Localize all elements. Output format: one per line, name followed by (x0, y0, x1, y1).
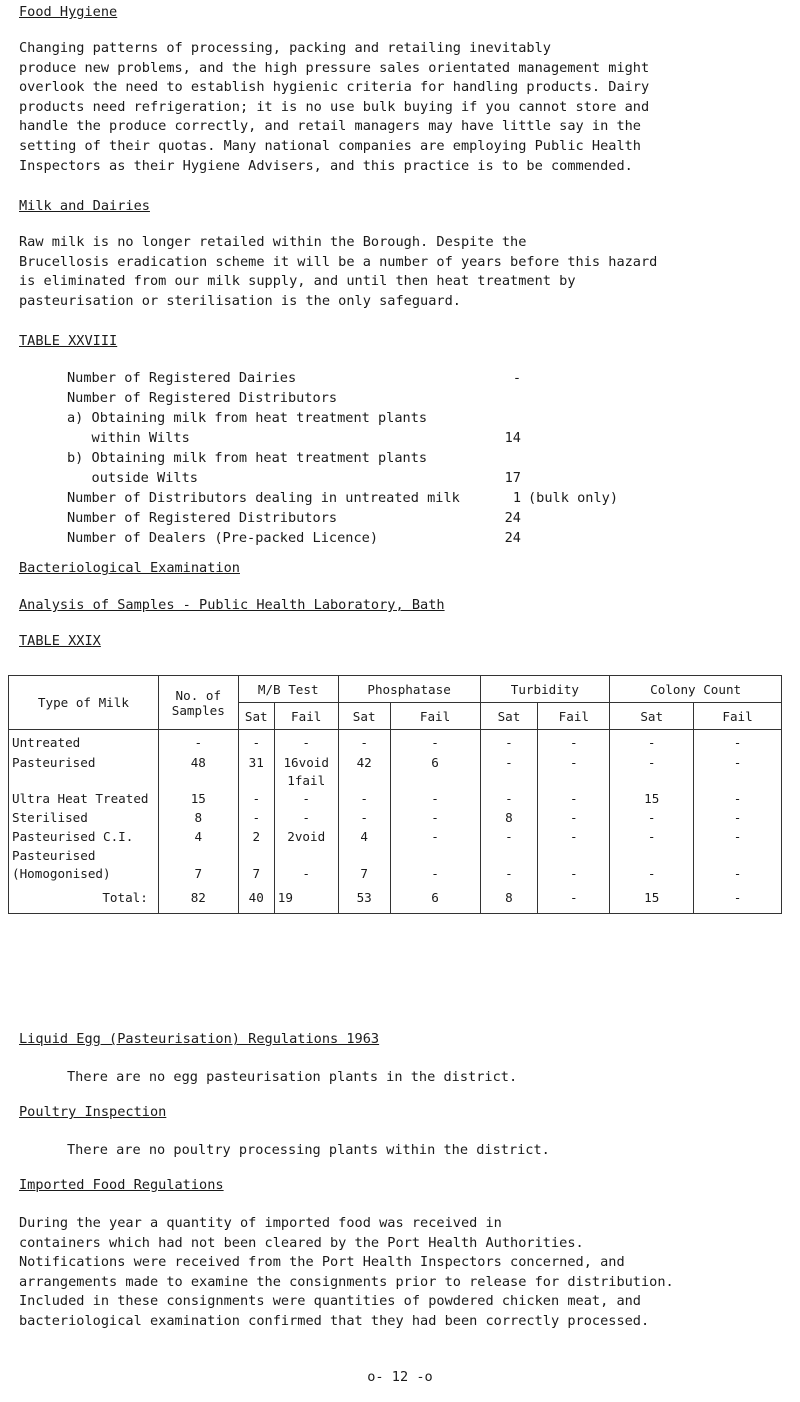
cell-type: Untreated (9, 730, 159, 754)
cell: - (238, 730, 274, 754)
cell: - (694, 809, 782, 828)
cell: - (610, 730, 694, 754)
table-28-row-label: b) Obtaining milk from heat treatment plants (67, 450, 428, 466)
col-type-of-milk: Type of Milk (9, 676, 159, 730)
poultry-heading: Poultry Inspection (19, 1104, 167, 1120)
bacteriological-heading: Bacteriological Examination (19, 560, 240, 576)
cell: - (158, 730, 238, 754)
table-28-row-label: within Wilts (67, 430, 190, 446)
cell: 53 (338, 883, 390, 914)
table-row (9, 809, 782, 828)
cell: - (538, 828, 610, 847)
cell: 7 (158, 847, 238, 883)
col-fail: Fail (538, 703, 610, 730)
table-28-row-value: 24 (504, 510, 521, 526)
cell: - (480, 790, 538, 809)
cell: - (694, 730, 782, 754)
cell: 7 (338, 847, 390, 883)
cell: 48 (158, 754, 238, 790)
cell: - (390, 790, 480, 809)
table-row (9, 847, 782, 883)
table-28-row-label: outside Wilts (67, 470, 198, 486)
cell: - (694, 828, 782, 847)
table-row (9, 754, 782, 790)
table-28-row-label: Number of Distributors dealing in untreated milk (67, 490, 460, 506)
cell: - (538, 847, 610, 883)
table-28-row-note: (bulk only) (528, 490, 619, 506)
cell: - (694, 754, 782, 790)
table-28-heading: TABLE XXVIII (19, 333, 118, 349)
cell: - (390, 730, 480, 754)
cell: 15 (610, 790, 694, 809)
cell: 31 (238, 754, 274, 790)
cell: - (538, 730, 610, 754)
milk-dairies-paragraph: Raw milk is no longer retailed within the Borough. Despite the Brucellosis eradication scheme it will be a number of years before this hazard is eliminated from our milk supply, and until then heat treatment by pasteurisation or sterilisation is the only safeguard. (19, 234, 658, 309)
liquid-egg-heading: Liquid Egg (Pasteurisation) Regulations 1963 (19, 1031, 380, 1047)
food-hygiene-paragraph: Changing patterns of processing, packing and retailing inevitably produce new problems, and the high pressure sales orientated management might overlook the need to establish hygienic criteria for handling products. Dairy products need refrigeration; it is no use bulk buying if you cannot store and handle the produce correctly, and retail managers may have little say in the setting of their quotas. Many national companies are employing Public Health Inspectors as their Hygiene Advisers, and this practice is to be commended. (19, 40, 650, 174)
cell: 6 (390, 754, 480, 790)
cell: - (238, 809, 274, 828)
cell: 6 (390, 883, 480, 914)
table-28-row-label: Number of Registered Distributors (67, 510, 338, 526)
table-28-row-value: - (512, 370, 521, 386)
cell-type: Pasteurised C.I. (9, 828, 159, 847)
cell: 82 (158, 883, 238, 914)
milk-dairies-heading: Milk and Dairies (19, 198, 150, 214)
food-hygiene-heading: Food Hygiene (19, 4, 118, 20)
cell-type: Ultra Heat Treated (9, 790, 159, 809)
imported-food-paragraph: During the year a quantity of imported food was received in containers which had not been cleared by the Port Health Authorities. Notifications were received from the Port Health Inspectors concerned, and arrangements made to examine the consignments prior to release for distribution. Included in these consignments were quantities of powdered chicken meat, and bacteriological examination confirmed that they had been correctly processed. (19, 1215, 674, 1329)
cell: 16void 1fail (274, 754, 338, 790)
cell: - (694, 847, 782, 883)
cell: - (274, 847, 338, 883)
liquid-egg-paragraph: There are no egg pasteurisation plants in the district. (67, 1069, 518, 1085)
cell: - (610, 754, 694, 790)
cell: 4 (158, 828, 238, 847)
table-28-row-value: 17 (504, 470, 521, 486)
table-28-row-label: Number of Registered Dairies (67, 370, 297, 386)
col-fail: Fail (390, 703, 480, 730)
total-label: Total: (9, 883, 159, 914)
cell: - (538, 883, 610, 914)
cell: - (538, 809, 610, 828)
cell: - (480, 754, 538, 790)
cell: - (338, 790, 390, 809)
cell: 42 (338, 754, 390, 790)
cell: - (538, 754, 610, 790)
table-28-row-label: a) Obtaining milk from heat treatment plants (67, 410, 428, 426)
col-sat: Sat (480, 703, 538, 730)
table-29 (8, 675, 782, 914)
table-28-row-value: 1 (512, 490, 521, 506)
cell-type: Pasteurised (Homogonised) (9, 847, 159, 883)
col-mb-test: M/B Test (238, 676, 338, 703)
table-row (9, 790, 782, 809)
cell: - (338, 809, 390, 828)
col-colony-count: Colony Count (610, 676, 782, 703)
cell: - (390, 828, 480, 847)
poultry-paragraph: There are no poultry processing plants within the district. (67, 1142, 550, 1158)
cell: 15 (158, 790, 238, 809)
cell: - (390, 847, 480, 883)
page-number: o- 12 -o (367, 1369, 433, 1385)
col-turbidity: Turbidity (480, 676, 610, 703)
table-row (9, 828, 782, 847)
col-sat: Sat (238, 703, 274, 730)
cell: - (274, 809, 338, 828)
cell-type: Sterilised (9, 809, 159, 828)
table-row (9, 730, 782, 754)
cell: - (480, 828, 538, 847)
table-28-row-value: 24 (504, 530, 521, 546)
col-sat: Sat (338, 703, 390, 730)
cell: - (338, 730, 390, 754)
cell: 8 (480, 883, 538, 914)
cell: 15 (610, 883, 694, 914)
cell: - (238, 790, 274, 809)
table-28-row-label: Number of Registered Distributors (67, 390, 338, 406)
table-28-row-value: 14 (504, 430, 521, 446)
col-fail: Fail (274, 703, 338, 730)
cell: - (390, 809, 480, 828)
cell: 40 (238, 883, 274, 914)
table-29-heading: TABLE XXIX (19, 633, 101, 649)
cell: 8 (158, 809, 238, 828)
cell: 2 (238, 828, 274, 847)
cell: - (274, 730, 338, 754)
cell: - (480, 847, 538, 883)
cell: - (694, 790, 782, 809)
analysis-subheading: Analysis of Samples - Public Health Laboratory, Bath (19, 597, 445, 613)
cell: - (610, 847, 694, 883)
cell: 4 (338, 828, 390, 847)
table-total-row (9, 883, 782, 914)
cell: - (694, 883, 782, 914)
col-phosphatase: Phosphatase (338, 676, 480, 703)
cell: 2void (274, 828, 338, 847)
table-28-row-label: Number of Dealers (Pre-packed Licence) (67, 530, 378, 546)
col-samples: No. of Samples (158, 676, 238, 730)
imported-food-heading: Imported Food Regulations (19, 1177, 224, 1193)
cell: - (538, 790, 610, 809)
cell: 7 (238, 847, 274, 883)
cell: 8 (480, 809, 538, 828)
cell: - (480, 730, 538, 754)
cell-type: Pasteurised (9, 754, 159, 790)
cell: - (610, 809, 694, 828)
cell: - (610, 828, 694, 847)
cell: 19 (274, 883, 338, 914)
col-fail: Fail (694, 703, 782, 730)
col-sat: Sat (610, 703, 694, 730)
cell: - (274, 790, 338, 809)
